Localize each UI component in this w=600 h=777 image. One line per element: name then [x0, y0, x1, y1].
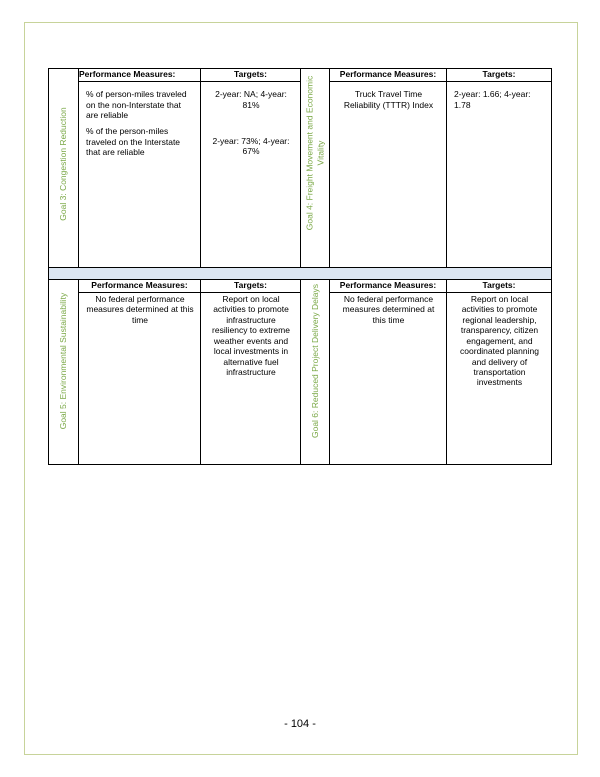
goal-4-target: 2-year: 1.66; 4-year: 1.78 — [454, 89, 531, 110]
goal-3-target-2: 2-year: 73%; 4-year: 67% — [212, 135, 290, 157]
goal-4-targets-cell — [447, 82, 552, 268]
goal-5-label-cell — [49, 280, 79, 465]
page-number: - 104 - — [284, 718, 316, 730]
goal-6-targets-cell — [447, 293, 552, 465]
goal-3-label-cell — [49, 69, 79, 268]
goal-6-label: Goal 6: Reduced Project Delivery Delays — [309, 283, 320, 438]
goal-5-measure: No federal performance measures determined at this time — [86, 294, 194, 325]
goal-3-measures-cell — [79, 82, 201, 268]
goal-4-measures-cell — [330, 82, 447, 268]
goal-5-target: Report on local activities to promote infrastructure resiliency to extreme weather events and local investments in alternative fuel infrastructure — [212, 294, 290, 377]
goal-4-label-cell — [301, 69, 330, 268]
targets-header: Targets: — [447, 69, 552, 82]
goal-4-label: Goal 4: Freight Movement and Economic Vitality — [304, 75, 325, 231]
goals-row-1 — [49, 69, 552, 82]
goal-3-label: Goal 3: Congestion Reduction — [57, 106, 68, 221]
performance-measures-header: Performance Measures: — [79, 280, 201, 293]
goal-3-measure-2: % of the person-miles traveled on the Interstate that are reliable — [86, 126, 181, 158]
performance-measures-header: Performance Measures: — [330, 69, 447, 82]
goal-6-label-cell — [301, 280, 330, 465]
goal-3-measure-1: % of person-miles traveled on the non-Interstate that are reliable — [86, 89, 187, 120]
goal-6-measure: No federal performance measures determined at this time — [342, 294, 435, 325]
goal-3-targets-cell — [201, 82, 301, 268]
targets-header: Targets: — [447, 280, 552, 293]
goal-5-label: Goal 5: Environmental Sustainability — [57, 292, 68, 429]
targets-header: Targets: — [201, 280, 301, 293]
goal-5-targets-cell — [201, 293, 301, 465]
goal-6-measures-cell — [330, 293, 447, 465]
goal-5-measures-cell — [79, 293, 201, 465]
goal-6-target: Report on local activities to promote regional leadership, transparency, citizen engagement, and coordinated planning and delivery of transportation investments — [460, 294, 539, 388]
goal-4-measure: Truck Travel Time Reliability (TTTR) Index — [343, 89, 434, 110]
goals-table — [48, 68, 552, 465]
targets-header: Targets: — [201, 69, 301, 82]
performance-measures-header: Performance Measures: — [79, 69, 201, 82]
goals-row-2 — [49, 280, 552, 293]
performance-measures-header: Performance Measures: — [330, 280, 447, 293]
goal-3-target-1: 2-year: NA; 4-year: 81% — [215, 89, 287, 110]
separator-row — [49, 268, 552, 280]
